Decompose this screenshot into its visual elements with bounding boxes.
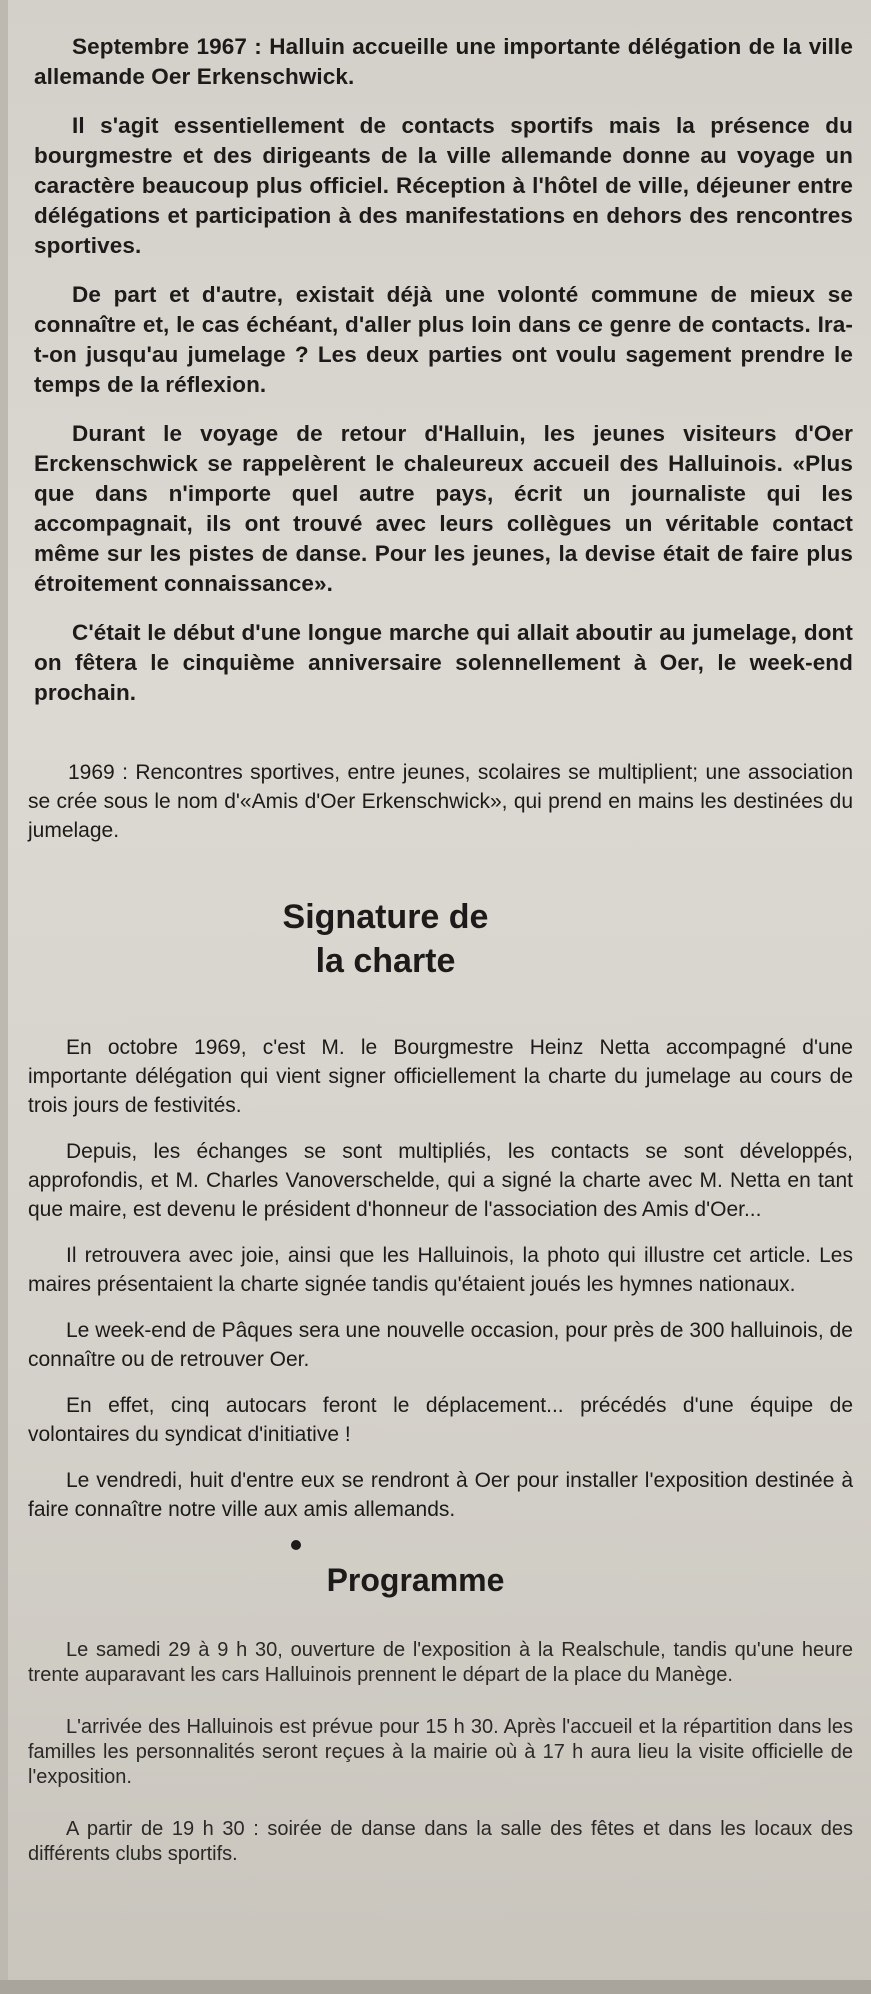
paragraph-1969: 1969 : Rencontres sportives, entre jeunes, scolaires se multiplient; une association se crée sous le nom d'«Amis d'Oer Erkenschwick», qui prend en mains les destinées du jumelage. [28, 761, 853, 842]
intro-bold-section [34, 32, 853, 708]
signature-section [28, 1033, 853, 1524]
paragraph-coaches: En effet, cinq autocars feront le déplacement... précédés d'une équipe de volontaires du syndicat d'initiative ! [28, 1394, 853, 1446]
paper-edge [0, 0, 8, 1994]
paragraph-common-will: De part et d'autre, existait déjà une volonté commune de mieux se connaître et, le cas échéant, d'aller plus loin dans ce genre de contacts. Ira-t-on jusqu'au jumelage ? Les deux parties ont voulu sagement prendre le temps de la réflexion. [34, 282, 853, 397]
section-1969 [28, 758, 853, 845]
paper-bottom-edge [0, 1980, 871, 1994]
paragraph-friday: Le vendredi, huit d'entre eux se rendront à Oer pour installer l'exposition destinée à faire connaître notre ville aux amis allemands. [28, 1469, 853, 1521]
signature-heading [28, 895, 853, 983]
programme-section [28, 1638, 853, 1867]
paragraph-long-march: C'était le début d'une longue marche qui allait aboutir au jumelage, dont on fêtera le cinquième anniversaire solennellement à Oer, le week-end prochain. [34, 620, 853, 705]
paragraph-1967-visit: Septembre 1967 : Halluin accueille une importante délégation de la ville allemande Oer Erkenschwick. [34, 34, 853, 89]
paragraph-return-journey: Durant le voyage de retour d'Halluin, les jeunes visiteurs d'Oer Erckenschwick se rappelèrent le chaleureux accueil des Halluinois. «Plus que dans n'importe quel autre pays, écrit un journaliste qui les accompagnait, ils ont trouvé avec leurs collègues un véritable contact même sur les pistes de danse. Pour les jeunes, la devise était de faire plus étroitement connaissance». [34, 421, 853, 596]
paragraph-october-1969: En octobre 1969, c'est M. le Bourgmestre Heinz Netta accompagné d'une importante délégation qui vient signer officiellement la charte du jumelage au cours de trois jours de festivités. [28, 1036, 853, 1117]
paragraph-easter-weekend: Le week-end de Pâques sera une nouvelle occasion, pour près de 300 halluinois, de connaître ou de retrouver Oer. [28, 1319, 853, 1371]
separator-bullet [291, 1540, 301, 1550]
signature-heading-line-1: Signature de [282, 898, 489, 936]
paragraph-photo: Il retrouvera avec joie, ainsi que les Halluinois, la photo qui illustre cet article. Les maires présentaient la charte signée tandis qu'étaient joués les hymnes nationaux. [28, 1244, 853, 1296]
programme-heading: Programme [326, 1562, 505, 1598]
programme-arrival: L'arrivée des Halluinois est prévue pour 15 h 30. Après l'accueil et la répartition dans les familles les personnalités seront reçues à la mairie où à 17 h aura lieu la visite officielle de l'exposition. [28, 1716, 853, 1788]
signature-heading-line-2: la charte [315, 942, 456, 980]
programme-saturday: Le samedi 29 à 9 h 30, ouverture de l'exposition à la Realschule, tandis qu'une heure trente auparavant les cars Halluinois prennent le départ de la place du Manège. [28, 1639, 853, 1686]
paragraph-sporting-contacts: Il s'agit essentiellement de contacts sportifs mais la présence du bourgmestre et des dirigeants de la ville allemande donne au voyage un caractère beaucoup plus officiel. Réception à l'hôtel de ville, déjeuner entre délégations et participation à des manifestations en dehors des rencontres sportives. [34, 113, 853, 258]
programme-evening: A partir de 19 h 30 : soirée de danse dans la salle des fêtes et dans les locaux des différents clubs sportifs. [28, 1818, 853, 1865]
programme-heading-wrap [28, 1558, 853, 1602]
paragraph-exchanges: Depuis, les échanges se sont multipliés, les contacts se sont développés, approfondis, et M. Charles Vanoverschelde, qui a signé la charte avec M. Netta en tant que maire, est devenu le président d'honneur de l'association des Amis d'Oer... [28, 1140, 853, 1221]
